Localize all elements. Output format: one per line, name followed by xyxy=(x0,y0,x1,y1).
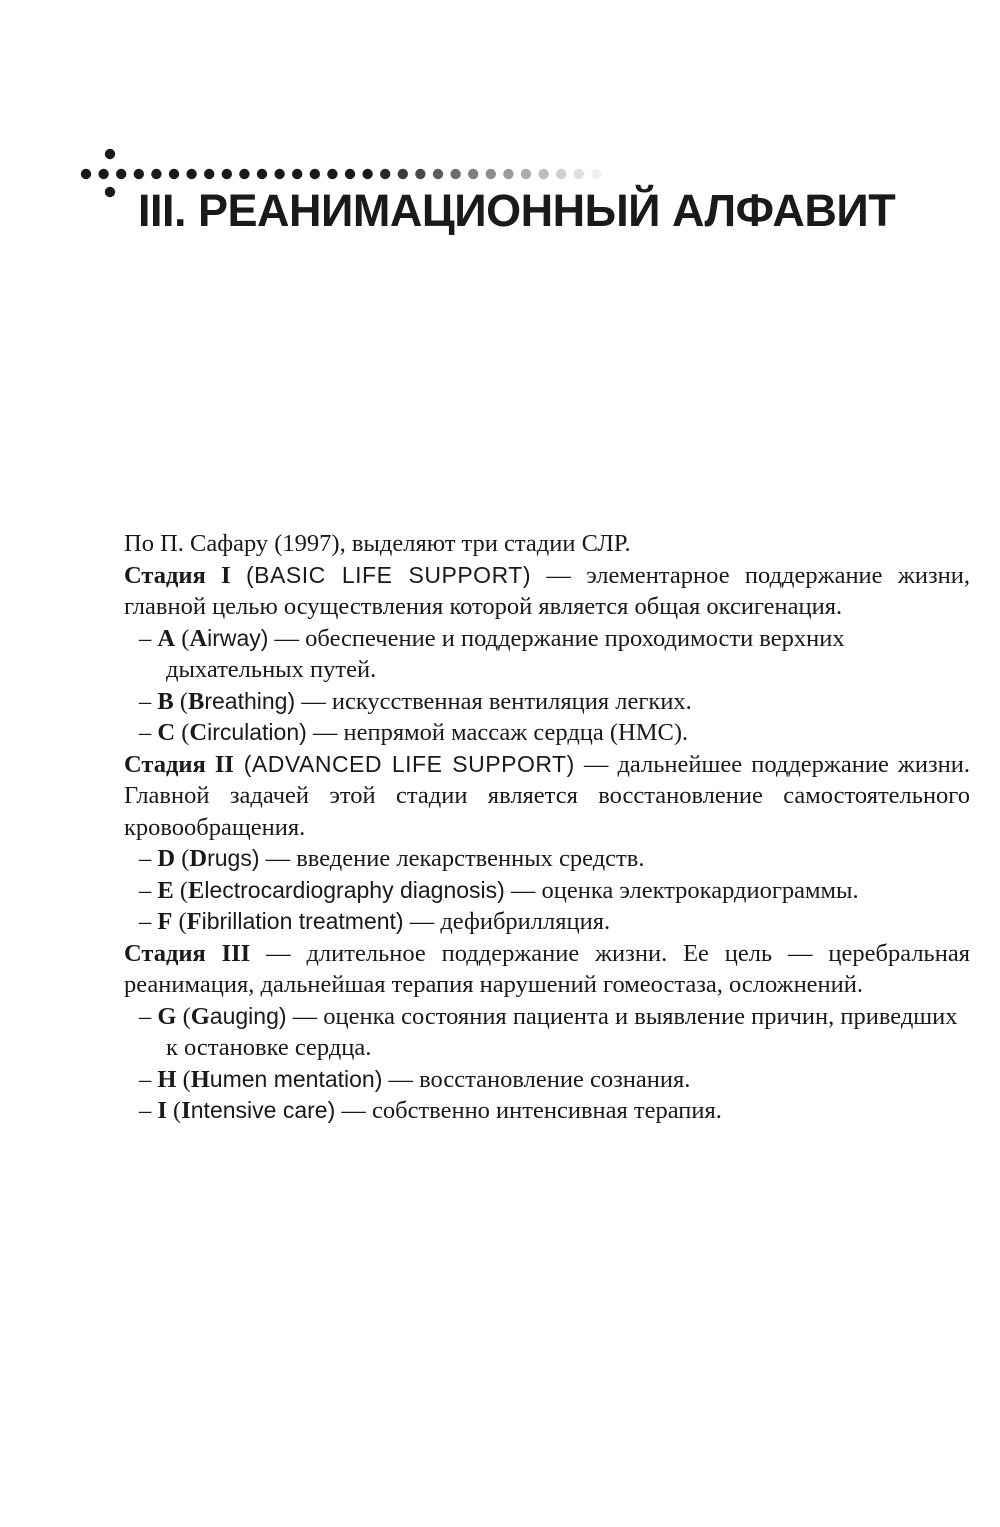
dot-row xyxy=(362,169,372,179)
item-text: — непрямой массаж сердца (НМС). xyxy=(306,719,689,746)
item-open-paren: ( xyxy=(175,719,190,746)
stage-1-name: (BASIC LIFE SUPPORT) xyxy=(246,561,531,588)
item-open-paren: ( xyxy=(175,845,190,872)
item-open-paren: ( xyxy=(176,1065,191,1093)
dot-row xyxy=(257,169,267,179)
intro-paragraph: По П. Сафару (1997), выделяют три стадии СЛР. xyxy=(124,530,631,557)
dot-row xyxy=(433,169,443,179)
item-text: — введение лекарственных средств. xyxy=(259,845,645,872)
item-open-paren: ( xyxy=(176,1002,191,1030)
list-dash: – xyxy=(139,1002,158,1030)
item-text: — оценка состояния пациента и выявление причин, приведших к остановке сердца. xyxy=(166,1002,958,1061)
item-term: rugs) xyxy=(207,845,260,871)
item-letter: E xyxy=(157,876,174,904)
item-letter: F xyxy=(157,908,173,935)
stage-2-name: (ADVANCED LIFE SUPPORT) xyxy=(233,750,575,777)
item-term-initial: I xyxy=(181,1097,191,1124)
stage-2-list xyxy=(124,843,970,938)
item-term: ntensive care) xyxy=(190,1097,336,1123)
stage-2-paragraph xyxy=(124,749,970,844)
item-letter: D xyxy=(157,845,176,872)
item-term: irculation) xyxy=(207,719,307,745)
dot-row xyxy=(345,169,355,179)
item-letter: G xyxy=(157,1002,177,1030)
item-term: ibrillation treatment) xyxy=(201,908,404,934)
item-letter: B xyxy=(157,687,174,715)
stage-2 xyxy=(124,749,970,938)
list-dash: – xyxy=(139,687,158,715)
item-letter: H xyxy=(157,1065,177,1093)
item-term-initial: E xyxy=(188,876,205,904)
dot-row xyxy=(292,169,302,179)
dot-row xyxy=(486,169,496,179)
dot-row xyxy=(204,169,214,179)
dot-row xyxy=(574,169,584,179)
stage-2-label: Стадия II xyxy=(124,750,234,778)
stage-3-list xyxy=(124,1001,970,1127)
item-text: — искусственная вентиляция легких. xyxy=(295,687,692,715)
stage-3-description: — длительное поддержание жизни. Ее цель — церебральная реанимация, дальнейшая терапия нарушений гомеостаза, осложнений. xyxy=(124,939,970,998)
dot-row xyxy=(538,169,548,179)
dot-row xyxy=(398,169,408,179)
item-letter: A xyxy=(157,624,176,652)
item-term-initial: G xyxy=(190,1002,210,1030)
item-open-paren: ( xyxy=(175,624,190,652)
dot-row xyxy=(591,169,601,179)
item-text: — собственно интенсивная терапия. xyxy=(335,1097,722,1124)
list-item xyxy=(124,843,970,875)
item-term-initial: A xyxy=(189,624,208,652)
item-term: auging) xyxy=(209,1002,287,1029)
list-dash: – xyxy=(139,845,158,872)
list-item xyxy=(124,1064,970,1096)
list-item xyxy=(124,906,970,938)
stage-1-list xyxy=(124,623,970,749)
item-term-initial: H xyxy=(190,1065,210,1093)
dot-row xyxy=(415,169,425,179)
item-term-initial: C xyxy=(189,719,208,746)
stage-1 xyxy=(124,560,970,749)
item-term-initial: D xyxy=(189,845,208,872)
dot-row xyxy=(468,169,478,179)
dot-row xyxy=(327,169,337,179)
list-item xyxy=(124,717,970,749)
item-term-initial: B xyxy=(188,687,205,715)
dot-row xyxy=(81,169,91,179)
list-dash: – xyxy=(139,908,158,935)
dot-row xyxy=(98,169,108,179)
item-text: — оценка электрокардиограммы. xyxy=(504,876,859,904)
stage-2-description: — дальнейшее поддержание жизни. Главной задачей этой стадии является восстановление самостоятельного кровообращения. xyxy=(124,750,970,841)
dot-row xyxy=(380,169,390,179)
dot-row xyxy=(222,169,232,179)
dot-row xyxy=(116,169,126,179)
item-term-initial: F xyxy=(186,908,202,935)
stage-3-label: Стадия III xyxy=(124,939,251,967)
item-open-paren: ( xyxy=(173,687,189,715)
item-text: — обеспечение и поддержание проходимости верхних дыхательных путей. xyxy=(166,624,845,683)
item-letter: C xyxy=(157,719,176,746)
item-letter: I xyxy=(157,1097,167,1124)
dot-row xyxy=(274,169,284,179)
dot-row xyxy=(239,169,249,179)
list-item xyxy=(124,875,970,907)
list-item xyxy=(124,686,970,718)
item-term: lectrocardiography diagnosis) xyxy=(204,876,505,903)
dot-top xyxy=(105,149,115,159)
dot-row xyxy=(450,169,460,179)
page-body xyxy=(124,528,970,1127)
dot-row xyxy=(134,169,144,179)
dot-row xyxy=(556,169,566,179)
item-text: — дефибрилляция. xyxy=(403,908,611,935)
stage-1-label: Стадия I xyxy=(124,561,231,589)
list-item xyxy=(124,623,970,686)
stage-3-paragraph xyxy=(124,938,970,1001)
list-item xyxy=(124,1001,970,1064)
stage-1-description: — элементарное поддержание жизни, главной целью осуществления которой является общая оксигенация. xyxy=(124,561,970,620)
dot-row xyxy=(310,169,320,179)
item-term: umen mentation) xyxy=(209,1065,383,1092)
list-dash: – xyxy=(139,1065,158,1093)
item-term: reathing) xyxy=(204,687,296,714)
dot-row xyxy=(186,169,196,179)
dot-row xyxy=(169,169,179,179)
dot-row xyxy=(521,169,531,179)
item-open-paren: ( xyxy=(166,1097,182,1124)
item-text: — восстановление сознания. xyxy=(382,1065,691,1093)
item-term: irway) xyxy=(207,624,269,651)
dot-bottom xyxy=(105,187,115,197)
item-open-paren: ( xyxy=(172,908,187,935)
chapter-title: III. РЕАНИМАЦИОННЫЙ АЛФАВИТ xyxy=(138,185,896,236)
list-dash: – xyxy=(139,719,158,746)
list-dash: – xyxy=(139,876,158,904)
list-dash: – xyxy=(139,624,158,652)
list-item xyxy=(124,1095,970,1127)
list-dash: – xyxy=(139,1097,158,1124)
stage-1-paragraph xyxy=(124,560,970,623)
stage-3 xyxy=(124,938,970,1127)
dot-row xyxy=(503,169,513,179)
dot-row xyxy=(151,169,161,179)
item-open-paren: ( xyxy=(173,876,189,904)
